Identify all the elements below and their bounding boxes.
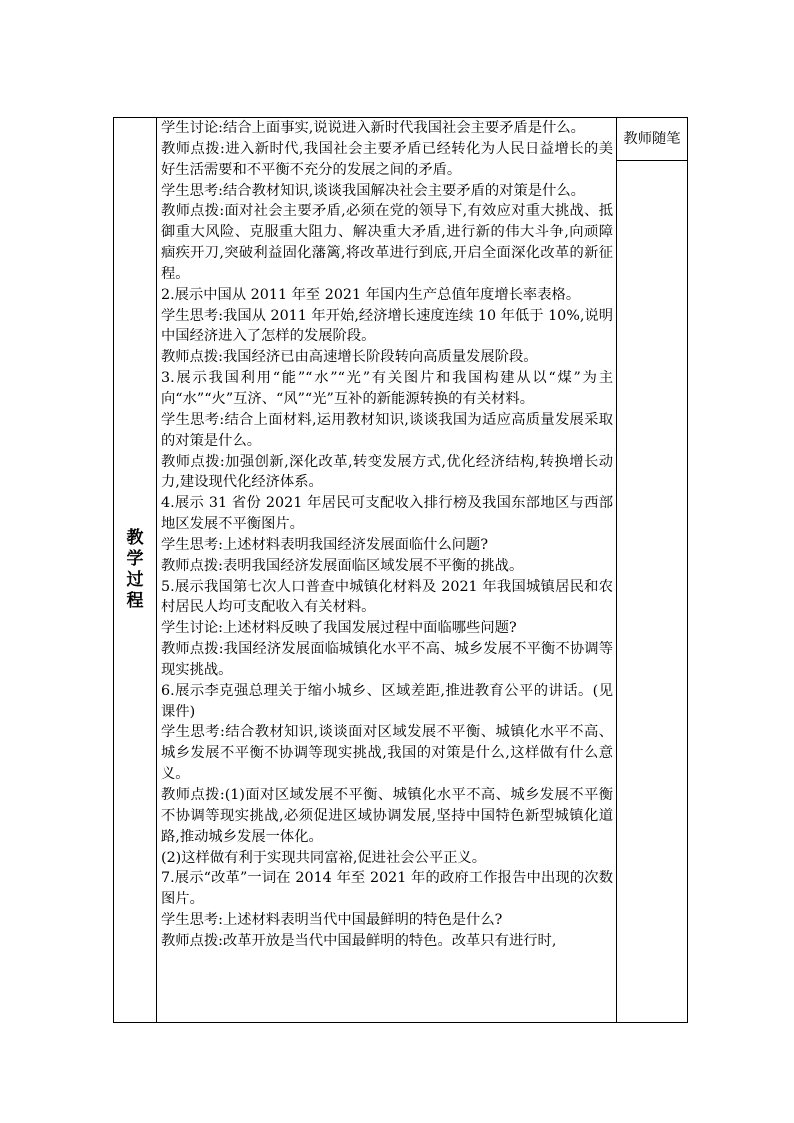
paragraph: 教师点拨:面对社会主要矛盾,必须在党的领导下,有效应对重大挑战、抵御重大风险、克服重大阻力、解决重大矛盾,进行新的伟大斗争,向顽障痼疾开刀,突破利益固化藩篱,将改革进行到底,开启全面深化改革的新征程。 [161,203,613,282]
paragraph: 学生讨论:上述材料反映了我国发展过程中面临哪些问题? [161,620,517,637]
paragraph: 6.展示李克强总理关于缩小城乡、区域差距,推进教育公平的讲话。(见课件) [161,682,613,720]
paragraph: 学生思考:结合上面材料,运用教材知识,谈谈我国为适应高质量发展采取的对策是什么。 [161,411,613,449]
notes-body-cell [617,161,688,1023]
paragraph: 2.展示中国从 2011 年至 2021 年国内生产总值年度增长率表格。 [161,286,581,303]
paragraph: 学生思考:结合教材知识,谈谈面对区域发展不平衡、城镇化水平不高、城乡发展不平衡不协调等现实挑战,我国的对策是什么,这样做有什么意义。 [161,724,613,783]
paragraph: (2)这样做有利于实现共同富裕,促进社会公平正义。 [161,849,487,866]
paragraph: 教师点拨:进入新时代,我国社会主要矛盾已经转化为人民日益增长的美好生活需要和不平衡不充分的发展之间的矛盾。 [161,140,613,178]
section-label-cell [114,118,157,1023]
paragraph: 学生思考:结合教材知识,谈谈我国解决社会主要矛盾的对策是什么。 [161,182,585,199]
paragraph: 教师点拨:我国经济发展面临城镇化水平不高、城乡发展不平衡不协调等现实挑战。 [161,641,613,678]
lesson-plan-table [113,117,688,1023]
paragraph: 教师点拨:加强创新,深化改革,转变发展方式,优化经济结构,转换增长动力,建设现代化经济体系。 [161,453,613,491]
paragraph: 5.展示我国第七次人口普查中城镇化材料及 2021 年我国城镇居民和农村居民人均可支配收入有关材料。 [161,578,613,616]
paragraph: 学生思考:我国从 2011 年开始,经济增长速度连续 10 年低于 10%,说明中国经济进入了怎样的发展阶段。 [161,307,613,345]
notes-header-cell [617,118,688,161]
paragraph: 教师点拨:表明我国经济发展面临区域发展不平衡的挑战。 [161,557,524,574]
section-label-char: 教 [126,528,144,548]
teaching-process-content [157,118,617,1023]
paragraph: 4.展示 31 省份 2021 年居民可支配收入排行榜及我国东部地区与西部地区发展不平衡图片。 [161,495,613,533]
section-label-char: 学 [126,549,144,569]
paragraph: 学生思考:上述材料表明当代中国最鲜明的特色是什么? [161,912,503,929]
paragraph: 教师点拨:我国经济已由高速增长阶段转向高质量发展阶段。 [161,349,538,366]
paragraph: 教师点拨:(1)面对区域发展不平衡、城镇化水平不高、城乡发展不平衡不协调等现实挑战,必须促进区域协调发展,坚持中国特色新型城镇化道路,推动城乡发展一体化。 [161,787,613,845]
section-label-vertical [125,528,145,612]
paragraph: 3.展示我国利用“能”“水”“光”有关图片和我国构建从以“煤”为主向“水”“火”互济、“风”“光”互补的新能源转换的有关材料。 [161,370,613,407]
paragraph: 学生思考:上述材料表明我国经济发展面临什么问题? [161,536,489,553]
section-label-char: 过 [126,570,144,590]
section-label-char: 程 [126,591,144,611]
paragraph: 7.展示“改革”一词在 2014 年至 2021 年的政府工作报告中出现的次数图片。 [161,870,613,908]
paragraph: 学生讨论:结合上面事实,说说进入新时代我国社会主要矛盾是什么。 [161,120,585,136]
notes-header: 教师随笔 [623,131,681,147]
paragraph: 教师点拨:改革开放是当代中国最鲜明的特色。改革只有进行时, [161,932,557,949]
